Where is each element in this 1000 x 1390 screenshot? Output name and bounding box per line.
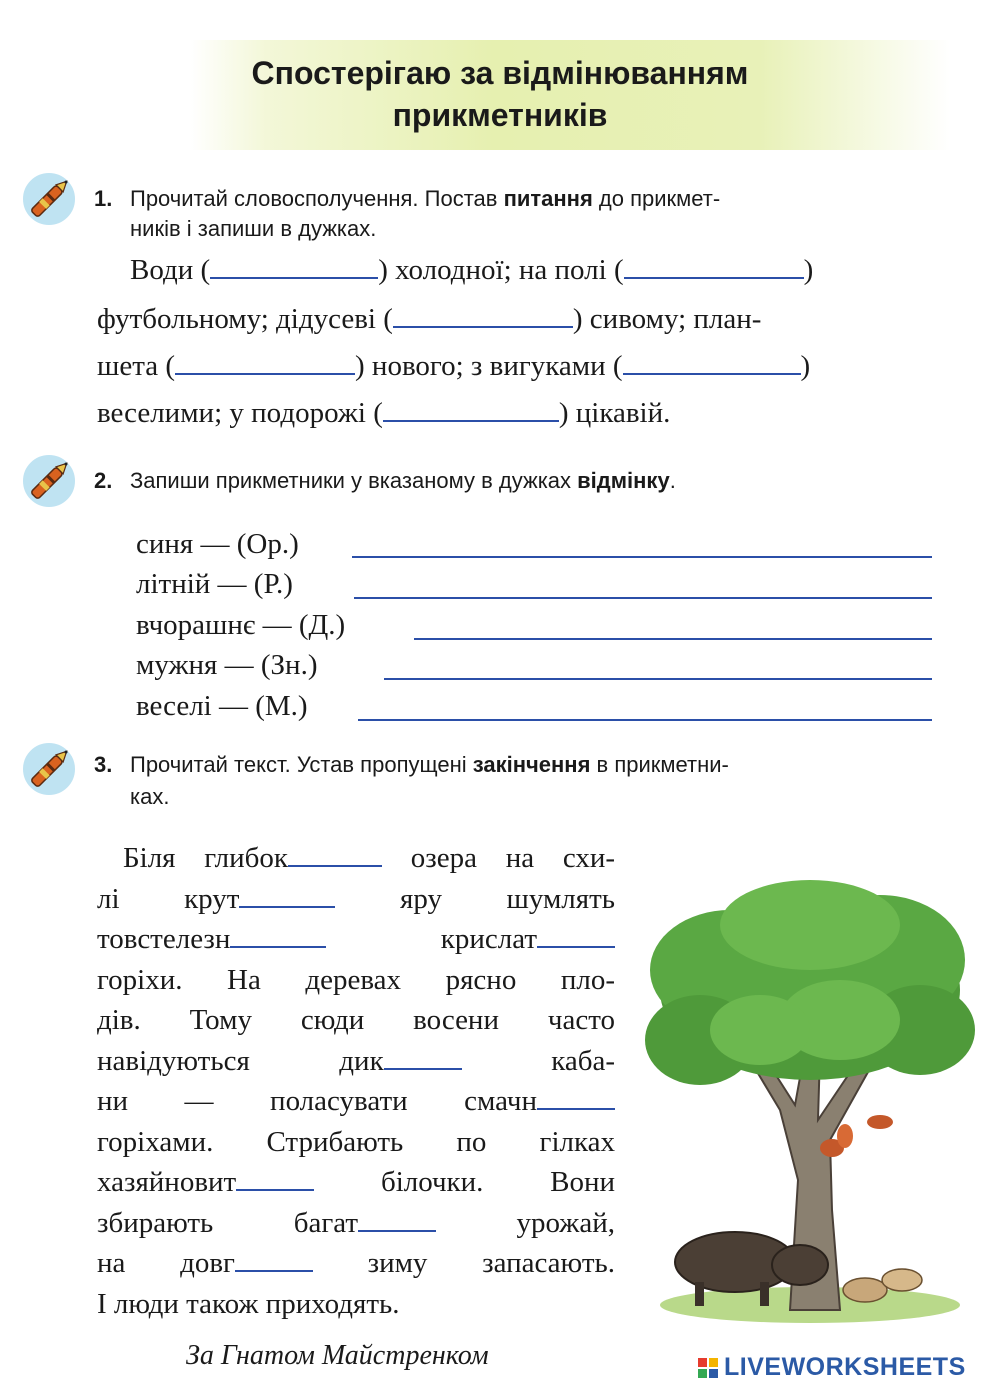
task3-instruction-text: в прикметни- bbox=[590, 752, 729, 777]
task1-instruction-bold: питання bbox=[503, 186, 593, 211]
task3-text-line bbox=[97, 838, 615, 879]
task3-number: 3. bbox=[94, 752, 113, 777]
task1-text: ) холодної; на полі ( bbox=[378, 254, 624, 286]
task3-text: каба- bbox=[551, 1044, 615, 1077]
task2-item-label: веселі — (М.) bbox=[136, 690, 308, 722]
task1-instruction bbox=[130, 184, 940, 214]
task1-text: веселими; у подорожі ( bbox=[97, 397, 383, 429]
page-title-line1: Спостерігаю за відмінюванням bbox=[251, 55, 749, 91]
task2-instruction-text: Запиши прикметники у вказаному в дужках bbox=[130, 468, 578, 493]
task2-item-label: літній — (Р.) bbox=[136, 568, 293, 600]
page-title-line2: прикметників bbox=[392, 97, 608, 133]
answer-blank[interactable] bbox=[210, 253, 378, 279]
task3-instruction-text: Прочитай текст. Устав пропущені bbox=[130, 752, 473, 777]
task1-text: футбольному; дідусеві ( bbox=[97, 303, 393, 335]
pen-icon bbox=[20, 740, 78, 798]
task3-text-line bbox=[97, 1203, 615, 1244]
task3-text: білочки. Вони bbox=[380, 1166, 616, 1198]
task1-text: ) сивому; план- bbox=[572, 303, 762, 335]
task2-instruction-bold: відмінку bbox=[577, 468, 670, 493]
task3-text: збирають багат bbox=[97, 1206, 359, 1239]
answer-blank[interactable] bbox=[624, 253, 804, 279]
tree-crown bbox=[645, 880, 975, 1085]
task1-line-3 bbox=[97, 349, 810, 383]
task1-line-2 bbox=[97, 302, 761, 336]
task3-text-line: І люди також приходять. bbox=[97, 1287, 400, 1320]
answer-blank[interactable] bbox=[383, 396, 559, 422]
task2-answer-line[interactable] bbox=[358, 719, 932, 721]
task1-text: ) нового; з вигуками ( bbox=[355, 350, 623, 382]
task1-line-1 bbox=[130, 253, 813, 287]
ending-blank[interactable] bbox=[358, 1208, 436, 1232]
ending-blank[interactable] bbox=[537, 924, 615, 948]
ending-blank[interactable] bbox=[235, 1248, 313, 1272]
task3-text: зиму запасають. bbox=[367, 1247, 615, 1279]
task3-text: яру шумлять bbox=[400, 882, 616, 915]
task3-text-block bbox=[97, 838, 615, 1324]
task3-text: товстелезн bbox=[97, 923, 231, 955]
task3-text: Біля глибок bbox=[123, 842, 289, 874]
task3-text-line bbox=[97, 879, 615, 920]
page-title bbox=[150, 52, 850, 136]
task1-line-4 bbox=[97, 396, 670, 430]
task1-instruction-line2: ників і запиши в дужках. bbox=[130, 216, 377, 241]
task2-answer-line[interactable] bbox=[384, 678, 932, 680]
ending-blank[interactable] bbox=[384, 1046, 462, 1070]
task1-instruction-text: до прикмет- bbox=[592, 186, 721, 211]
pen-icon bbox=[20, 452, 78, 510]
task3-text-line bbox=[97, 1041, 615, 1082]
task2-instruction-text: . bbox=[669, 468, 676, 493]
task2-number: 2. bbox=[94, 468, 113, 493]
liveworksheets-logo-icon bbox=[697, 1357, 719, 1379]
task3-text-line: дів. Тому сюди восени часто bbox=[97, 1004, 615, 1036]
task3-text: озера на схи- bbox=[410, 842, 615, 874]
task2-answer-line[interactable] bbox=[352, 556, 932, 558]
answer-blank[interactable] bbox=[393, 302, 573, 328]
task3-text: ни — поласувати смачн bbox=[97, 1085, 537, 1117]
task3-text: лі крут bbox=[97, 882, 240, 915]
task3-text-line bbox=[97, 1162, 615, 1203]
ending-blank[interactable] bbox=[288, 843, 382, 867]
task3-instruction-bold: закінчення bbox=[472, 752, 591, 777]
task1-number: 1. bbox=[94, 186, 113, 211]
task2-answer-line[interactable] bbox=[354, 597, 932, 599]
task2-instruction bbox=[130, 466, 676, 496]
task3-text-line: горіхи. На деревах рясно пло- bbox=[97, 963, 615, 996]
task3-instruction bbox=[130, 750, 729, 780]
ending-blank[interactable] bbox=[537, 1086, 615, 1110]
task3-text: хазяйновит bbox=[97, 1166, 237, 1198]
task1-text: Води ( bbox=[130, 254, 211, 286]
ending-blank[interactable] bbox=[230, 924, 326, 948]
task3-text-line bbox=[97, 919, 615, 960]
answer-blank[interactable] bbox=[175, 349, 355, 375]
ending-blank[interactable] bbox=[239, 884, 335, 908]
task3-text-line bbox=[97, 1081, 615, 1122]
task1-text: ) цікавій. bbox=[558, 397, 671, 429]
liveworksheets-logo-text: LIVEWORKSHEETS bbox=[724, 1353, 966, 1381]
task2-answer-line[interactable] bbox=[414, 638, 932, 640]
task3-text: навідуються дик bbox=[97, 1044, 384, 1077]
task2-item-label: мужня — (Зн.) bbox=[136, 649, 318, 681]
task2-item-label: вчорашнє — (Д.) bbox=[136, 609, 346, 641]
ending-blank[interactable] bbox=[236, 1167, 314, 1191]
task3-text-line bbox=[97, 1243, 615, 1284]
task3-text: крислат bbox=[440, 923, 537, 955]
task3-text: урожай, bbox=[516, 1206, 615, 1239]
task1-instruction-text: Прочитай словосполучення. Постав bbox=[130, 186, 504, 211]
task2-item-label: синя — (Ор.) bbox=[136, 528, 299, 560]
task3-text-line: горіхами. Стрибають по гілках bbox=[97, 1125, 615, 1158]
task3-instruction-line2: ках. bbox=[130, 784, 170, 809]
answer-blank[interactable] bbox=[623, 349, 801, 375]
tree-illustration bbox=[640, 880, 980, 1330]
task1-text: шета ( bbox=[97, 350, 176, 382]
pen-icon bbox=[20, 170, 78, 228]
task1-text: ) bbox=[800, 350, 811, 382]
task1-text: ) bbox=[803, 254, 814, 286]
author-credit: За Гнатом Майстренком bbox=[186, 1340, 489, 1371]
task3-text: на довг bbox=[97, 1247, 235, 1279]
